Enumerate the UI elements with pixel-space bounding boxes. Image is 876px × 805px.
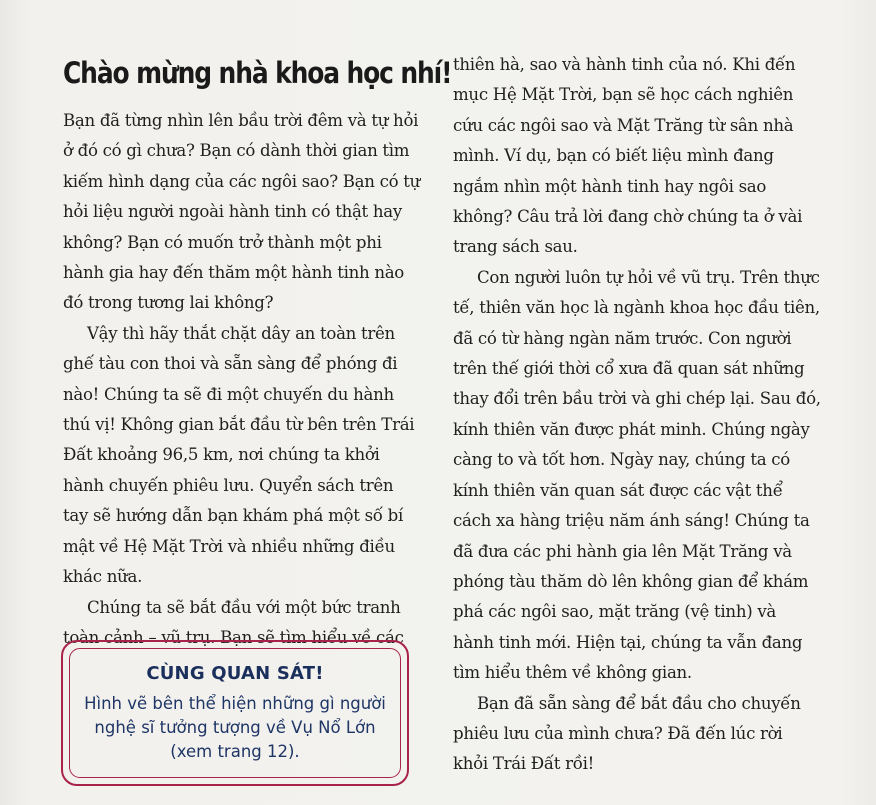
paragraph-ready: Bạn đã sẵn sàng để bắt đầu cho chuyến phiêu lưu của mình chưa? Đã đến lúc rời khỏi Trái Đất rồi! [453,693,801,774]
right-column [453,50,821,780]
callout-inner-frame [69,648,401,778]
paragraph-astronomy-history: Con người luôn tự hỏi về vũ trụ. Trên thực tế, thiên văn học là ngành khoa học đầu tiên, đã có từ hàng ngàn năm trước. Con người trên thế giới thời cổ xưa đã quan sát những thay đổi trên bầu trời và ghi chép lại. Sau đó, kính thiên văn được phát minh. Chúng ngày càng to và tốt hơn. Ngày nay, chúng ta có kính thiên văn quan sát được các vật thể cách xa hàng triệu năm ánh sáng! Chúng ta đã đưa các phi hành gia lên Mặt Trăng và phóng tàu thăm dò lên không gian để khám phá các ngôi sao, mặt trăng (vệ tinh) và hành tinh mới. Hiện tại, chúng ta vẫn đang tìm hiểu thêm về không gian. [453,267,821,683]
left-column [63,42,452,653]
paragraph-intro: Bạn đã từng nhìn lên bầu trời đêm và tự hỏi ở đó có gì chưa? Bạn có dành thời gian tìm kiếm hình dạng của các ngôi sao? Bạn có tự hỏi liệu người ngoài hành tinh có thật hay không? Bạn có muốn trở thành một phi hành gia hay đến thăm một hành tinh nào đó trong tương lai không? [63,111,421,313]
paragraph-universe-start: Chúng ta sẽ bắt đầu với một bức tranh toàn cảnh – vũ trụ. Bạn sẽ tìm hiểu về các [63,597,404,647]
observe-callout-box [61,640,409,786]
callout-text: Hình vẽ bên thể hiện những gì người nghệ sĩ tưởng tượng về Vụ Nổ Lớn (xem trang 12). [84,694,386,761]
page-title: Chào mừng nhà khoa học nhí! [63,56,452,90]
paragraph-launch: Vậy thì hãy thắt chặt dây an toàn trên ghế tàu con thoi và sẵn sàng để phóng đi nào! Chúng ta sẽ đi một chuyến du hành thú vị! Không gian bắt đầu từ bên trên Trái Đất khoảng 96,5 km, nơi chúng ta khởi hành chuyến phiêu lưu. Quyển sách trên tay sẽ hướng dẫn bạn khám phá một số bí mật về Hệ Mặt Trời và nhiều những điều khác nữa. [63,323,415,587]
paragraph-galaxies: thiên hà, sao và hành tinh của nó. Khi đến mục Hệ Mặt Trời, bạn sẽ học cách nghiên cứu các ngôi sao và Mặt Trăng từ sân nhà mình. Ví dụ, bạn có biết liệu mình đang ngắm nhìn một hành tinh hay ngôi sao không? Câu trả lời đang chờ chúng ta ở vài trang sách sau. [453,55,803,257]
callout-title: CÙNG QUAN SÁT! [146,663,324,684]
